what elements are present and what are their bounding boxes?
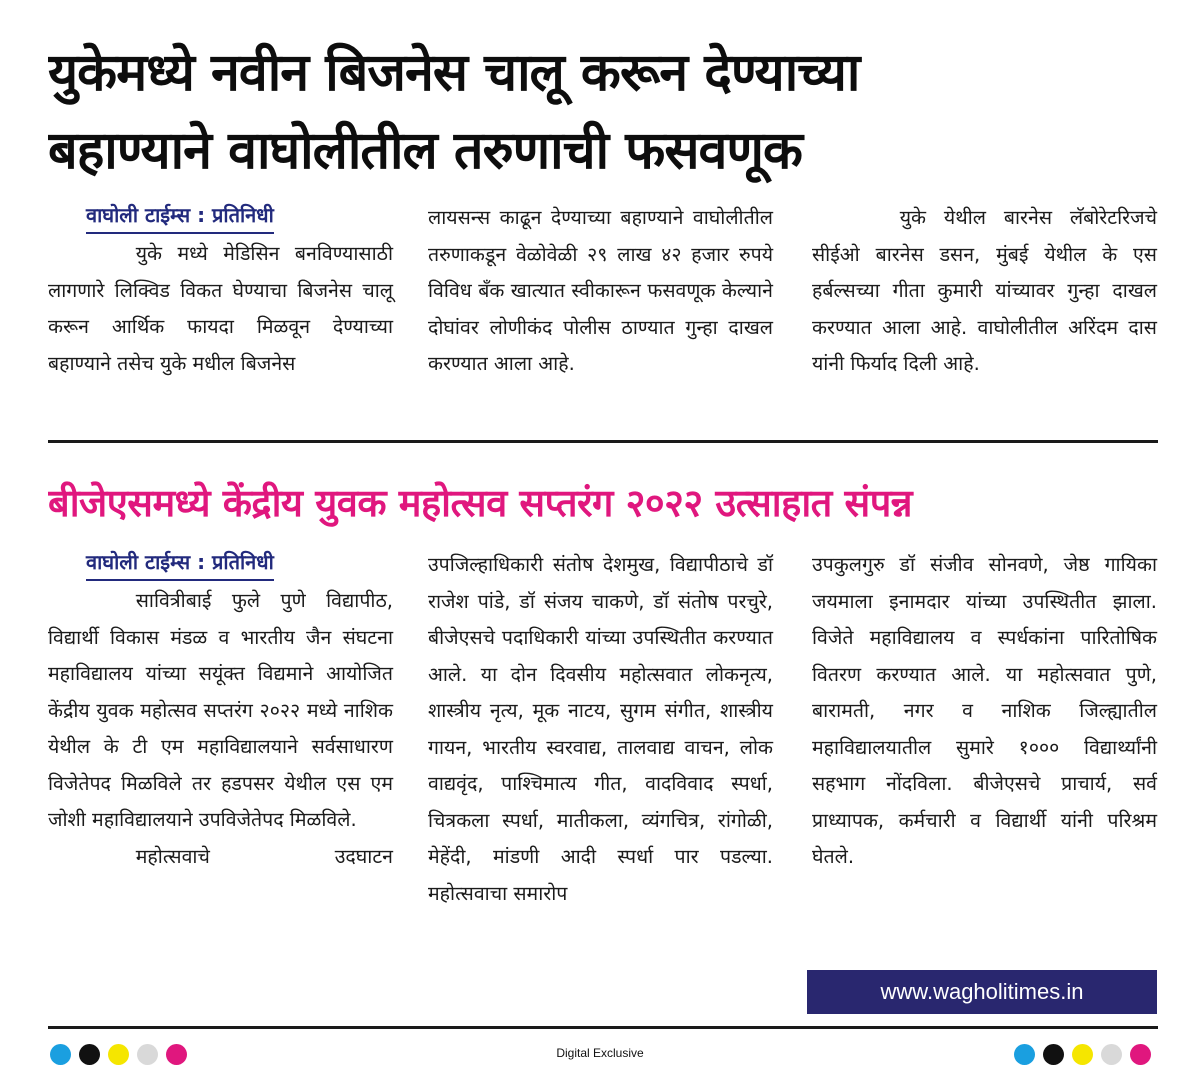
- story2-column-2: [428, 547, 773, 912]
- grey-dot: [137, 1044, 158, 1065]
- footer-label: Digital Exclusive: [556, 1046, 644, 1060]
- cyan-dot: [1014, 1044, 1035, 1065]
- story1-col3-text: युके येथील बारनेस लॅबोरेटरिजचे सीईओ बारनेस डसन, मुंबई येथील के एस हर्बल्सच्या गीता कुमारी यांच्यावर गुन्हा दाखल करण्यात आला आहे. वाघोलीतील अरिंदम दास यांनी फिर्याद दिली आहे.: [812, 206, 1157, 375]
- black-dot: [79, 1044, 100, 1065]
- magenta-dot: [166, 1044, 187, 1065]
- story1-col2-text: लायसन्स काढून देण्याच्या बहाण्याने वाघोलीतील तरुणाकडून वेळोवेळी २९ लाख ४२ हजार रुपये विविध बँक खात्यात स्वीकारून फसवणूक केल्याने दोघांवर लोणीकंद पोलीस ठाण्यात गुन्हा दाखल करण्यात आला आहे.: [428, 206, 773, 375]
- yellow-dot: [108, 1044, 129, 1065]
- story2-col1-para2: महोत्सवाचे उदघाटन: [135, 844, 393, 868]
- story2-byline: वाघोली टाईम्स : प्रतिनिधी: [86, 545, 274, 581]
- story1-byline: वाघोली टाईम्स : प्रतिनिधी: [86, 198, 274, 234]
- cyan-dot: [50, 1044, 71, 1065]
- story1-headline: [48, 34, 1158, 190]
- magenta-dot: [1130, 1044, 1151, 1065]
- story1-col1-text: युके मध्ये मेडिसिन बनविण्यासाठी लागणारे लिक्विड विकत घेण्याचा बिजनेस चालू करून आर्थिक फायदा मिळवून देण्याच्या बहाण्याने तसेच युके मधील बिजनेस: [48, 242, 393, 375]
- story1-column-1: [48, 198, 393, 382]
- story2-col3-text: उपकुलगुरु डॉ संजीव सोनवणे, जेष्ठ गायिका जयमाला इनामदार यांच्या उपस्थितीत झाला. विजेते महाविद्यालय व स्पर्धकांना पारितोषिक वितरण करण्यात आले. या महोत्सवात पुणे, बारामती, नगर व नाशिक जिल्ह्यातील महाविद्यालयातील सुमारे १००० विद्यार्थ्यांनी सहभाग नोंदविला. बीजेएसचे प्राचार्य, सर्व प्राध्यापक, कर्मचारी व विद्यार्थी यांनी परिश्रम घेतले.: [812, 553, 1157, 868]
- story1-headline-line2: बहाण्याने वाघोलीतील तरुणाची फसवणूक: [48, 121, 802, 181]
- story2-col1-para1: सावित्रीबाई फुले पुणे विद्यापीठ, विद्यार्थी विकास मंडळ व भारतीय जैन संघटना महाविद्यालय यांच्या सयूंक्त विद्यमाने आयोजित केंद्रीय युवक महोत्सव सप्तरंग २०२२ मध्ये नाशिक येथील के टी एम महाविद्यालयाने सर्वसाधारण विजेतेपद मिळविले तर हडपसर येथील एस एम जोशी महाविद्यालयाने उपविजेतेपद मिळविले.: [48, 589, 393, 831]
- story1-headline-line1: युकेमध्ये नवीन बिजनेस चालू करून देण्याच्या: [48, 43, 860, 103]
- story2-column-1: [48, 545, 393, 875]
- story2-column-3: [812, 547, 1157, 876]
- story1-column-3: [812, 200, 1157, 383]
- story2-headline: बीजेएसमध्ये केंद्रीय युवक महोत्सव सप्तरंग २०२२ उत्साहात संपन्न: [48, 481, 912, 525]
- registration-dots-right: [1014, 1044, 1151, 1065]
- black-dot: [1043, 1044, 1064, 1065]
- website-banner: www.wagholitimes.in: [807, 970, 1157, 1014]
- yellow-dot: [1072, 1044, 1093, 1065]
- story2-col2-text: उपजिल्हाधिकारी संतोष देशमुख, विद्यापीठाचे डॉ राजेश पांडे, डॉ संजय चाकणे, डॉ संतोष परचुरे, बीजेएसचे पदाधिकारी यांच्या उपस्थितीत करण्यात आले. या दोन दिवसीय महोत्सवात लोकनृत्य, शास्त्रीय नृत्य, मूक नाटय, सुगम संगीत, शास्त्रीय गायन, भारतीय स्वरवाद्य, तालवाद्य वाचन, लोक वाद्यवृंद, पाश्चिमात्य गीत, वादविवाद स्पर्धा, चित्रकला स्पर्धा, मातीकला, व्यंगचित्र, रांगोळी, मेहेंदी, मांडणी आदी स्पर्धा पार पडल्या. महोत्सवाचा समारोप: [428, 553, 773, 905]
- grey-dot: [1101, 1044, 1122, 1065]
- footer-divider: [48, 1026, 1158, 1029]
- story1-column-2: [428, 200, 773, 383]
- registration-dots-left: [50, 1044, 187, 1065]
- section-divider: [48, 440, 1158, 443]
